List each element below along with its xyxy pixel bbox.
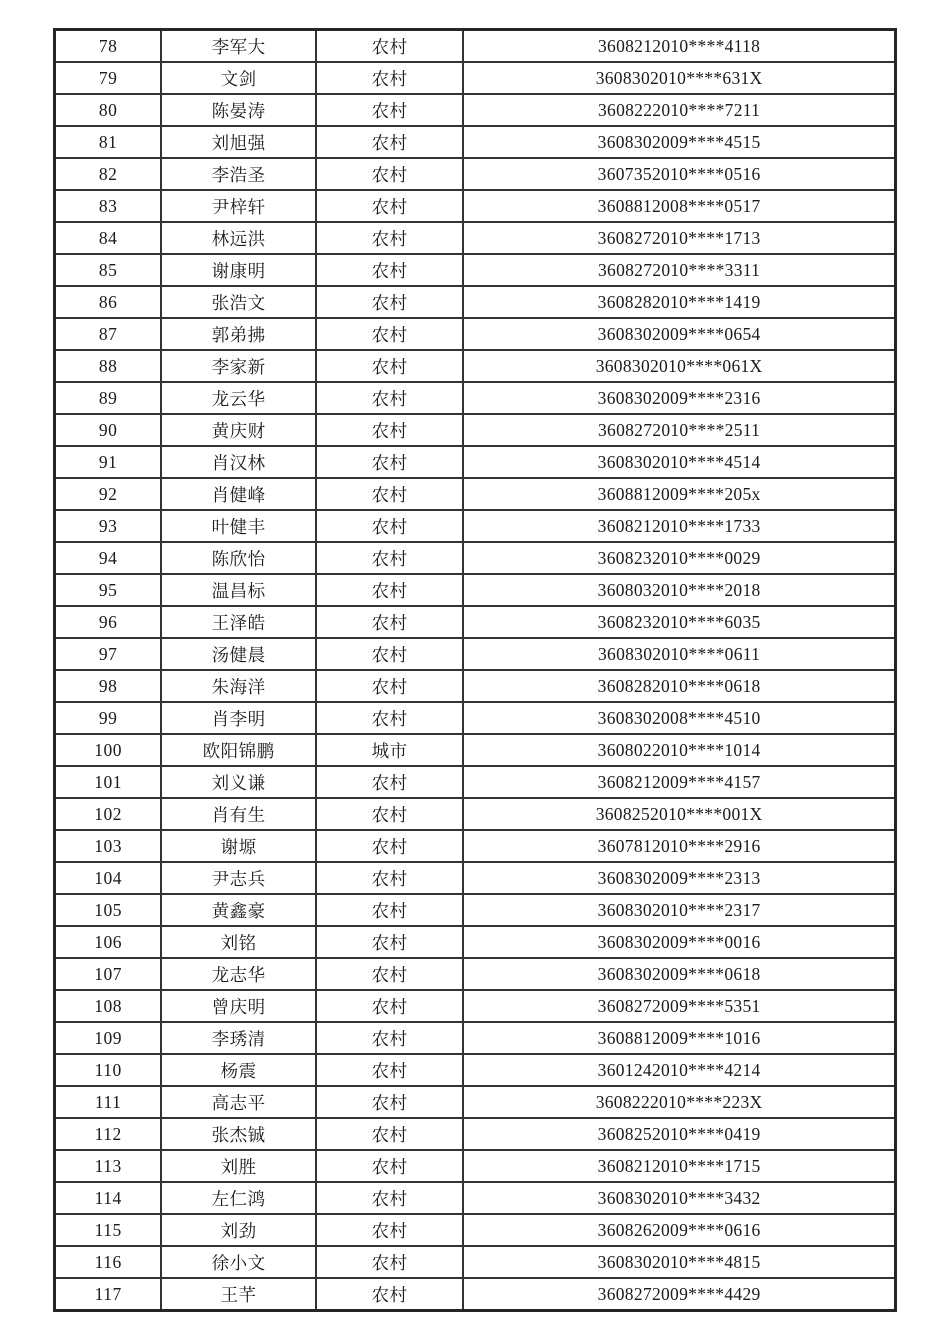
person-name-cell: 刘胜: [161, 1150, 316, 1182]
table-row: [55, 574, 896, 606]
table-row: [55, 734, 896, 766]
residence-type-cell: 农村: [316, 606, 463, 638]
person-name-cell: 张浩文: [161, 286, 316, 318]
id-number-cell: 3607812010****2916: [463, 830, 895, 862]
person-name-cell: 汤健晨: [161, 638, 316, 670]
id-number-cell: 3608302009****0618: [463, 958, 895, 990]
id-number-cell: 3608302010****0611: [463, 638, 895, 670]
residence-type-cell: 城市: [316, 734, 463, 766]
table-row: [55, 1022, 896, 1054]
residence-type-cell: 农村: [316, 478, 463, 510]
table-row: [55, 798, 896, 830]
residence-type-cell: 农村: [316, 1118, 463, 1150]
id-number-cell: 3608222010****223X: [463, 1086, 895, 1118]
person-name-cell: 龙云华: [161, 382, 316, 414]
row-number-cell: 111: [55, 1086, 162, 1118]
table-row: [55, 318, 896, 350]
person-name-cell: 朱海洋: [161, 670, 316, 702]
residence-type-cell: 农村: [316, 1278, 463, 1311]
row-number-cell: 106: [55, 926, 162, 958]
residence-type-cell: 农村: [316, 766, 463, 798]
row-number-cell: 93: [55, 510, 162, 542]
id-number-cell: 3608812009****205x: [463, 478, 895, 510]
person-name-cell: 刘铭: [161, 926, 316, 958]
id-number-cell: 3601242010****4214: [463, 1054, 895, 1086]
id-number-cell: 3608252010****0419: [463, 1118, 895, 1150]
id-number-cell: 3607352010****0516: [463, 158, 895, 190]
row-number-cell: 114: [55, 1182, 162, 1214]
residence-type-cell: 农村: [316, 94, 463, 126]
table-row: [55, 1086, 896, 1118]
residence-type-cell: 农村: [316, 62, 463, 94]
person-name-cell: 谢康明: [161, 254, 316, 286]
roster-table-body: [55, 30, 896, 1311]
residence-type-cell: 农村: [316, 638, 463, 670]
person-name-cell: 李家新: [161, 350, 316, 382]
id-number-cell: 3608232010****0029: [463, 542, 895, 574]
table-row: [55, 222, 896, 254]
row-number-cell: 101: [55, 766, 162, 798]
table-row: [55, 286, 896, 318]
residence-type-cell: 农村: [316, 990, 463, 1022]
id-number-cell: 3608812008****0517: [463, 190, 895, 222]
person-name-cell: 曾庆明: [161, 990, 316, 1022]
row-number-cell: 86: [55, 286, 162, 318]
table-row: [55, 254, 896, 286]
id-number-cell: 3608302009****0016: [463, 926, 895, 958]
table-row: [55, 350, 896, 382]
person-name-cell: 温昌标: [161, 574, 316, 606]
residence-type-cell: 农村: [316, 1214, 463, 1246]
row-number-cell: 105: [55, 894, 162, 926]
row-number-cell: 109: [55, 1022, 162, 1054]
table-row: [55, 1278, 896, 1311]
id-number-cell: 3608262009****0616: [463, 1214, 895, 1246]
person-name-cell: 刘义谦: [161, 766, 316, 798]
residence-type-cell: 农村: [316, 414, 463, 446]
row-number-cell: 104: [55, 862, 162, 894]
table-row: [55, 606, 896, 638]
person-name-cell: 王泽皓: [161, 606, 316, 638]
residence-type-cell: 农村: [316, 510, 463, 542]
id-number-cell: 3608302008****4510: [463, 702, 895, 734]
person-name-cell: 李琇清: [161, 1022, 316, 1054]
residence-type-cell: 农村: [316, 670, 463, 702]
id-number-cell: 3608302009****2316: [463, 382, 895, 414]
residence-type-cell: 农村: [316, 126, 463, 158]
residence-type-cell: 农村: [316, 382, 463, 414]
row-number-cell: 81: [55, 126, 162, 158]
row-number-cell: 82: [55, 158, 162, 190]
row-number-cell: 79: [55, 62, 162, 94]
residence-type-cell: 农村: [316, 894, 463, 926]
table-row: [55, 702, 896, 734]
row-number-cell: 92: [55, 478, 162, 510]
table-row: [55, 30, 896, 63]
residence-type-cell: 农村: [316, 830, 463, 862]
id-number-cell: 3608302010****2317: [463, 894, 895, 926]
id-number-cell: 3608272009****4429: [463, 1278, 895, 1311]
row-number-cell: 83: [55, 190, 162, 222]
person-name-cell: 肖汉林: [161, 446, 316, 478]
residence-type-cell: 农村: [316, 1182, 463, 1214]
id-number-cell: 3608272010****2511: [463, 414, 895, 446]
person-name-cell: 左仁鸿: [161, 1182, 316, 1214]
person-name-cell: 杨震: [161, 1054, 316, 1086]
table-row: [55, 1054, 896, 1086]
table-row: [55, 190, 896, 222]
table-row: [55, 446, 896, 478]
residence-type-cell: 农村: [316, 798, 463, 830]
residence-type-cell: 农村: [316, 446, 463, 478]
id-number-cell: 3608302010****3432: [463, 1182, 895, 1214]
table-row: [55, 1118, 896, 1150]
person-name-cell: 肖有生: [161, 798, 316, 830]
person-name-cell: 林远洪: [161, 222, 316, 254]
row-number-cell: 85: [55, 254, 162, 286]
row-number-cell: 98: [55, 670, 162, 702]
id-number-cell: 3608252010****001X: [463, 798, 895, 830]
id-number-cell: 3608302009****0654: [463, 318, 895, 350]
row-number-cell: 113: [55, 1150, 162, 1182]
row-number-cell: 107: [55, 958, 162, 990]
row-number-cell: 110: [55, 1054, 162, 1086]
row-number-cell: 108: [55, 990, 162, 1022]
residence-type-cell: 农村: [316, 1054, 463, 1086]
table-row: [55, 990, 896, 1022]
table-row: [55, 830, 896, 862]
id-number-cell: 3608222010****7211: [463, 94, 895, 126]
id-number-cell: 3608212010****4118: [463, 30, 895, 63]
person-name-cell: 龙志华: [161, 958, 316, 990]
row-number-cell: 89: [55, 382, 162, 414]
row-number-cell: 116: [55, 1246, 162, 1278]
residence-type-cell: 农村: [316, 1022, 463, 1054]
table-row: [55, 158, 896, 190]
row-number-cell: 97: [55, 638, 162, 670]
person-name-cell: 欧阳锦鹏: [161, 734, 316, 766]
person-name-cell: 肖健峰: [161, 478, 316, 510]
residence-type-cell: 农村: [316, 318, 463, 350]
residence-type-cell: 农村: [316, 958, 463, 990]
table-row: [55, 638, 896, 670]
id-number-cell: 3608302009****2313: [463, 862, 895, 894]
residence-type-cell: 农村: [316, 1086, 463, 1118]
row-number-cell: 115: [55, 1214, 162, 1246]
id-number-cell: 3608212009****4157: [463, 766, 895, 798]
id-number-cell: 3608302010****4815: [463, 1246, 895, 1278]
person-name-cell: 陈晏涛: [161, 94, 316, 126]
residence-type-cell: 农村: [316, 222, 463, 254]
id-number-cell: 3608302010****631X: [463, 62, 895, 94]
residence-type-cell: 农村: [316, 286, 463, 318]
residence-type-cell: 农村: [316, 862, 463, 894]
table-row: [55, 62, 896, 94]
id-number-cell: 3608302010****4514: [463, 446, 895, 478]
id-number-cell: 3608272010****3311: [463, 254, 895, 286]
table-row: [55, 94, 896, 126]
table-row: [55, 862, 896, 894]
person-name-cell: 王芊: [161, 1278, 316, 1311]
person-name-cell: 尹志兵: [161, 862, 316, 894]
person-name-cell: 文剑: [161, 62, 316, 94]
row-number-cell: 78: [55, 30, 162, 63]
row-number-cell: 103: [55, 830, 162, 862]
person-name-cell: 刘旭强: [161, 126, 316, 158]
residence-type-cell: 农村: [316, 254, 463, 286]
person-name-cell: 高志平: [161, 1086, 316, 1118]
table-row: [55, 670, 896, 702]
residence-type-cell: 农村: [316, 30, 463, 63]
row-number-cell: 100: [55, 734, 162, 766]
person-name-cell: 尹梓轩: [161, 190, 316, 222]
person-name-cell: 谢塬: [161, 830, 316, 862]
id-number-cell: 3608212010****1715: [463, 1150, 895, 1182]
row-number-cell: 88: [55, 350, 162, 382]
id-number-cell: 3608272010****1713: [463, 222, 895, 254]
row-number-cell: 91: [55, 446, 162, 478]
roster-table: [53, 28, 897, 1312]
table-row: [55, 958, 896, 990]
table-row: [55, 510, 896, 542]
table-row: [55, 766, 896, 798]
table-row: [55, 894, 896, 926]
residence-type-cell: 农村: [316, 542, 463, 574]
person-name-cell: 徐小文: [161, 1246, 316, 1278]
table-row: [55, 926, 896, 958]
row-number-cell: 94: [55, 542, 162, 574]
id-number-cell: 3608302009****4515: [463, 126, 895, 158]
person-name-cell: 黄庆财: [161, 414, 316, 446]
table-row: [55, 126, 896, 158]
row-number-cell: 96: [55, 606, 162, 638]
row-number-cell: 84: [55, 222, 162, 254]
residence-type-cell: 农村: [316, 350, 463, 382]
row-number-cell: 90: [55, 414, 162, 446]
person-name-cell: 肖李明: [161, 702, 316, 734]
person-name-cell: 黄鑫豪: [161, 894, 316, 926]
row-number-cell: 102: [55, 798, 162, 830]
residence-type-cell: 农村: [316, 702, 463, 734]
table-row: [55, 1246, 896, 1278]
row-number-cell: 95: [55, 574, 162, 606]
table-row: [55, 1150, 896, 1182]
id-number-cell: 3608812009****1016: [463, 1022, 895, 1054]
person-name-cell: 李浩圣: [161, 158, 316, 190]
id-number-cell: 3608232010****6035: [463, 606, 895, 638]
residence-type-cell: 农村: [316, 926, 463, 958]
id-number-cell: 3608212010****1733: [463, 510, 895, 542]
person-name-cell: 叶健丰: [161, 510, 316, 542]
residence-type-cell: 农村: [316, 190, 463, 222]
id-number-cell: 3608032010****2018: [463, 574, 895, 606]
table-row: [55, 382, 896, 414]
table-row: [55, 478, 896, 510]
row-number-cell: 99: [55, 702, 162, 734]
table-row: [55, 1214, 896, 1246]
row-number-cell: 112: [55, 1118, 162, 1150]
residence-type-cell: 农村: [316, 574, 463, 606]
table-row: [55, 414, 896, 446]
person-name-cell: 刘劲: [161, 1214, 316, 1246]
id-number-cell: 3608282010****0618: [463, 670, 895, 702]
residence-type-cell: 农村: [316, 158, 463, 190]
person-name-cell: 郭弟拂: [161, 318, 316, 350]
residence-type-cell: 农村: [316, 1150, 463, 1182]
row-number-cell: 80: [55, 94, 162, 126]
person-name-cell: 陈欣怡: [161, 542, 316, 574]
table-row: [55, 1182, 896, 1214]
person-name-cell: 张杰铖: [161, 1118, 316, 1150]
residence-type-cell: 农村: [316, 1246, 463, 1278]
row-number-cell: 117: [55, 1278, 162, 1311]
person-name-cell: 李军大: [161, 30, 316, 63]
table-row: [55, 542, 896, 574]
id-number-cell: 3608282010****1419: [463, 286, 895, 318]
id-number-cell: 3608272009****5351: [463, 990, 895, 1022]
row-number-cell: 87: [55, 318, 162, 350]
id-number-cell: 3608022010****1014: [463, 734, 895, 766]
id-number-cell: 3608302010****061X: [463, 350, 895, 382]
